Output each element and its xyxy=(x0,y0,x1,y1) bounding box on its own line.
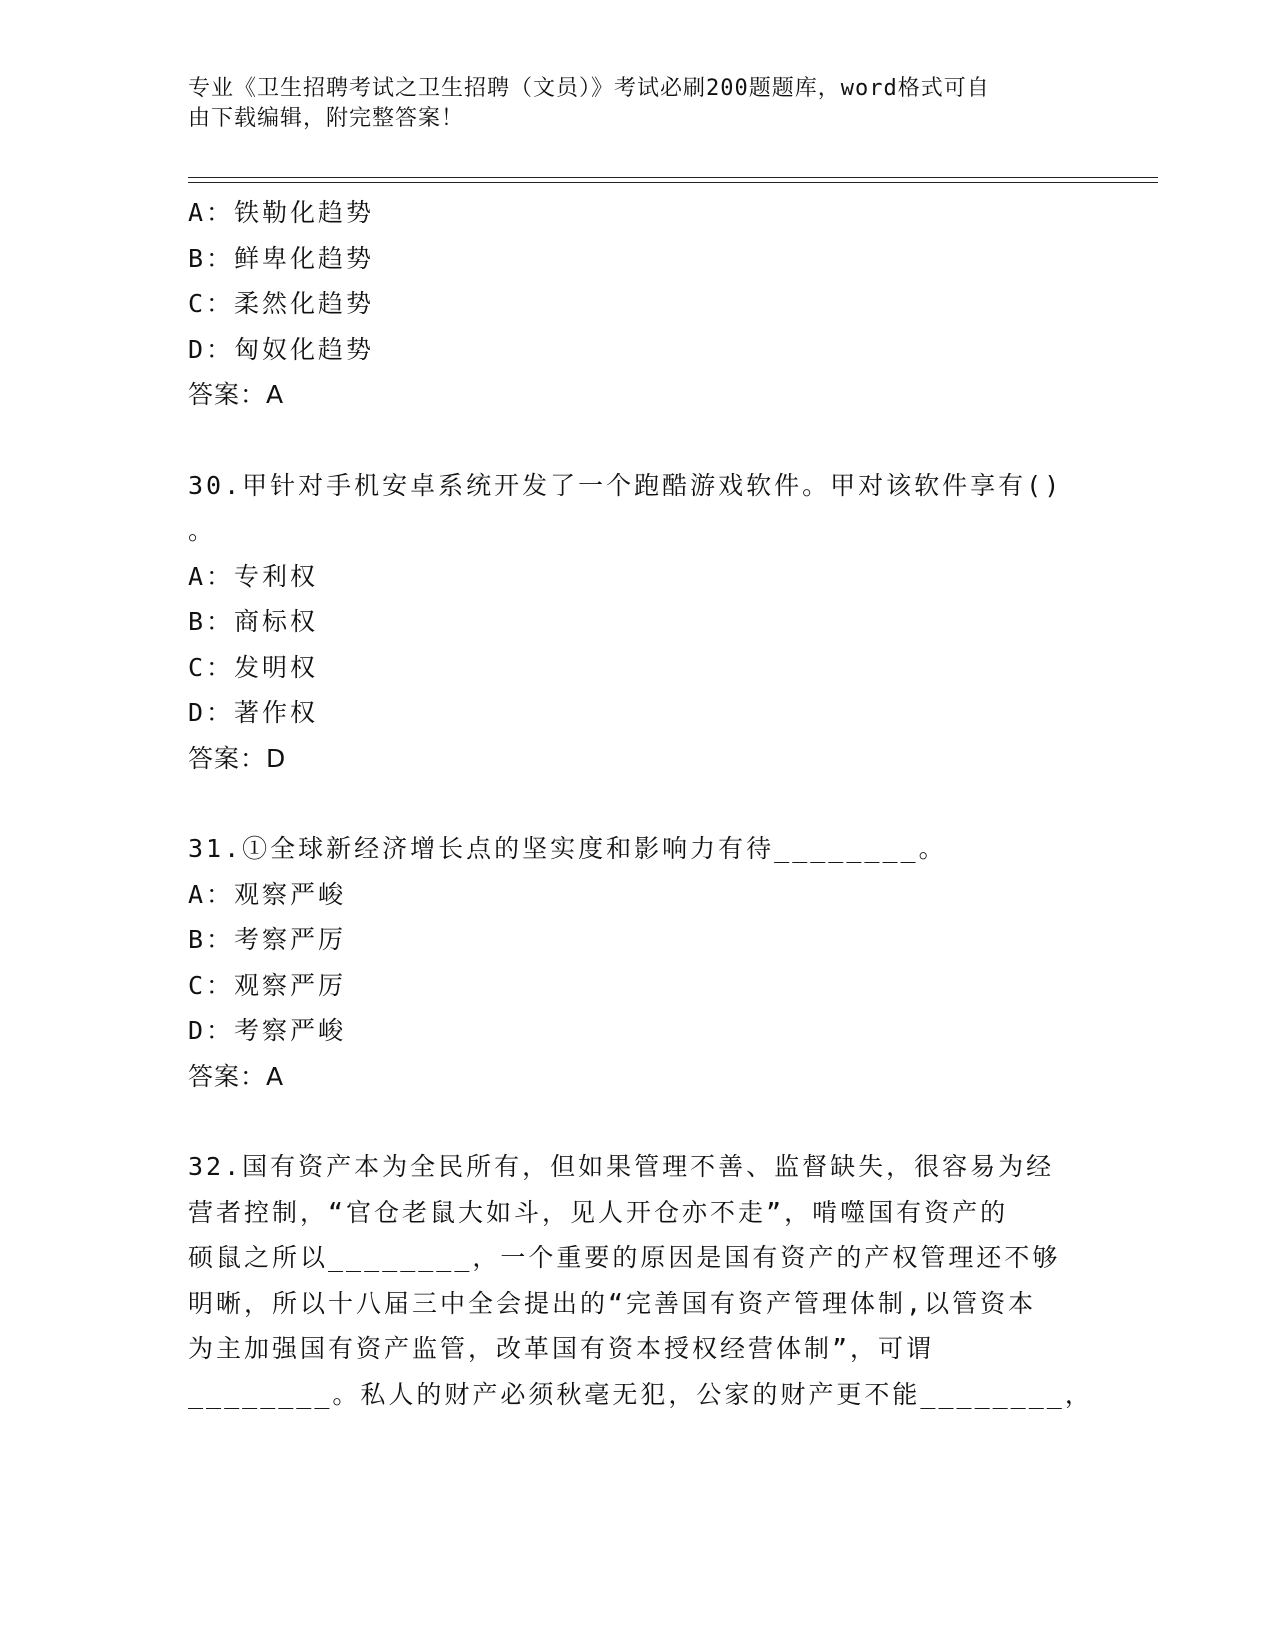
option-d: D：考察严峻 xyxy=(188,1016,347,1045)
question-32-stem xyxy=(188,1144,1093,1417)
option-c: C：柔然化趋势 xyxy=(188,289,375,318)
question-content xyxy=(188,190,1093,1417)
option-a: A：专利权 xyxy=(188,561,319,591)
option-b: B：鲜卑化趋势 xyxy=(188,243,375,273)
document-header xyxy=(188,74,1068,134)
question-29-options xyxy=(188,190,1078,372)
spacer xyxy=(188,418,1078,463)
question-30-answer: 答案：D xyxy=(188,743,287,773)
question-30-options xyxy=(188,554,1078,736)
option-d: D：著作权 xyxy=(188,698,319,727)
spacer xyxy=(188,1099,1078,1144)
question-32-stem-line: 硕鼠之所以________，一个重要的原因是国有资产的产权管理还不够 xyxy=(188,1243,1061,1272)
header-divider-bottom xyxy=(188,182,1158,183)
question-31-stem: 31.①全球新经济增长点的坚实度和影响力有待________。 xyxy=(188,834,947,863)
option-b: B：考察严厉 xyxy=(188,925,347,954)
question-29-answer: 答案：A xyxy=(188,380,285,409)
question-32-stem-line: 营者控制，“官仓老鼠大如斗，见人开仓亦不走”，啃噬国有资产的 xyxy=(188,1197,1009,1227)
question-32-stem-line: 32.国有资产本为全民所有，但如果管理不善、监督缺失，很容易为经 xyxy=(188,1152,1055,1181)
question-31-answer: 答案：A xyxy=(188,1061,285,1091)
option-c: C：发明权 xyxy=(188,652,319,682)
question-30-stem-line-1: 30.甲针对手机安卓系统开发了一个跑酷游戏软件。甲对该软件享有() xyxy=(188,470,1063,500)
spacer xyxy=(188,781,1078,826)
option-c: C：观察严厉 xyxy=(188,970,347,1000)
option-d: D：匈奴化趋势 xyxy=(188,334,375,364)
header-divider-top xyxy=(188,177,1158,178)
question-32-stem-line: 明晰，所以十八届三中全会提出的“完善国有资产管理体制,以管资本 xyxy=(188,1288,1037,1318)
question-31-options xyxy=(188,872,1078,1054)
option-a: A：观察严峻 xyxy=(188,879,347,909)
header-title-line-1: 专业《卫生招聘考试之卫生招聘（文员）》考试必刷200题题库，word格式可自 xyxy=(188,76,990,101)
option-a: A：铁勒化趋势 xyxy=(188,198,375,227)
question-32-stem-line: ________。私人的财产必须秋毫无犯，公家的财产更不能________， xyxy=(188,1379,1093,1409)
header-title-line-2: 由下载编辑，附完整答案！ xyxy=(188,106,465,131)
question-32-stem-line: 为主加强国有资产监管，改革国有资本授权经营体制”，可谓 xyxy=(188,1334,935,1363)
option-b: B：商标权 xyxy=(188,607,319,636)
question-30-stem-line-2: 。 xyxy=(188,516,217,545)
